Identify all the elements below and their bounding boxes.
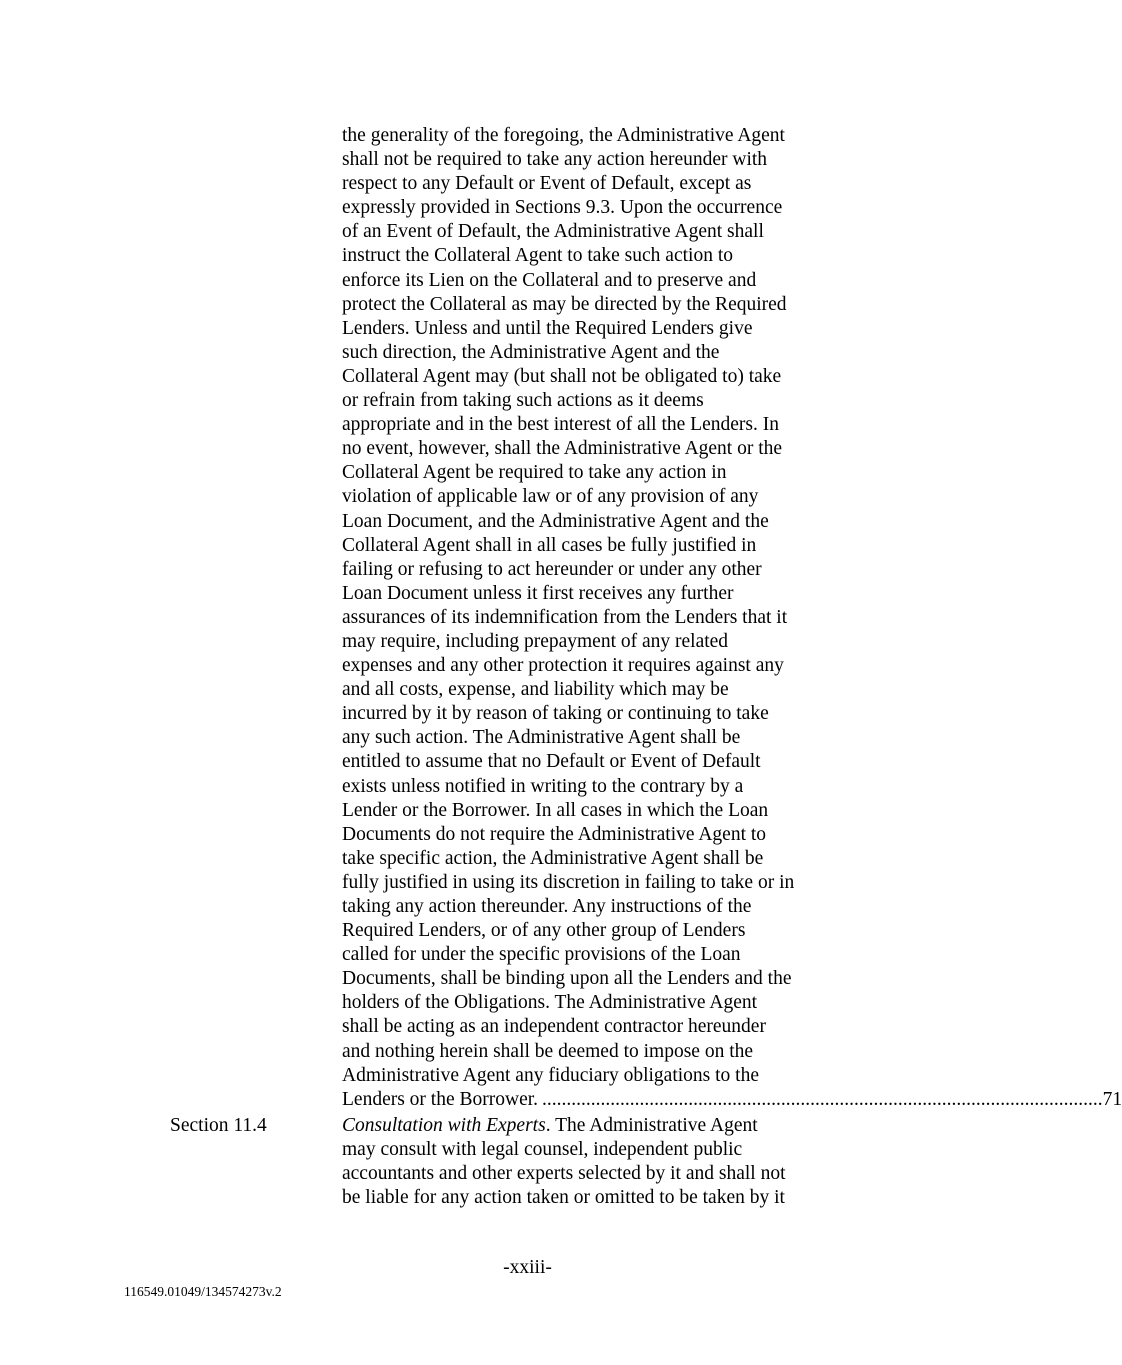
text-line: Documents do not require the Administrative Agent to [342, 823, 767, 845]
section-number-label: Section 11.4 [170, 1115, 267, 1136]
text-line: Collateral Agent may (but shall not be obligated to) take [342, 365, 782, 387]
text-line: protect the Collateral as may be directed by the Required [342, 293, 787, 315]
text-line: be liable for any action taken or omitted to be taken by it [342, 1187, 785, 1209]
text-line: Documents, shall be binding upon all the Lenders and the [342, 968, 792, 990]
text-line: and all costs, expense, and liability which may be [342, 679, 729, 701]
text-line: any such action. The Administrative Agent shall be [342, 727, 741, 749]
section-title-suffix: . The Administrative Agent [545, 1115, 758, 1136]
text-line: failing or refusing to act hereunder or under any other [342, 558, 762, 580]
text-line: instruct the Collateral Agent to take such action to [342, 245, 733, 267]
page-number: -xxiii- [503, 1257, 552, 1278]
text-line: called for under the specific provisions of the Loan [342, 944, 741, 966]
text-line: holders of the Obligations. The Administrative Agent [342, 992, 758, 1014]
text-line: such direction, the Administrative Agent and the [342, 341, 720, 363]
toc-page-reference[interactable]: 71 [1102, 1088, 1122, 1110]
text-line: Lender or the Borrower. In all cases in which the Loan [342, 799, 769, 821]
document-id: 116549.01049/134574273v.2 [124, 1284, 282, 1299]
toc-leader-line[interactable] [342, 1088, 1122, 1112]
text-line: appropriate and in the best interest of all the Lenders. In [342, 414, 779, 436]
text-line: shall not be required to take any action hereunder with [342, 149, 768, 171]
text-line: Required Lenders, or of any other group of Lenders [342, 920, 746, 942]
text-line: Loan Document unless it first receives any further [342, 582, 734, 604]
text-line: and nothing herein shall be deemed to impose on the [342, 1040, 754, 1062]
text-line: accountants and other experts selected by it and shall not [342, 1163, 786, 1185]
text-line: Lenders. Unless and until the Required Lenders give [342, 317, 753, 339]
text-line: incurred by it by reason of taking or continuing to take [342, 703, 769, 725]
text-line: violation of applicable law or of any provision of any [342, 486, 759, 508]
leader-line-text: Lenders or the Borrower. [342, 1088, 539, 1110]
text-line: entitled to assume that no Default or Event of Default [342, 751, 761, 773]
section-heading-line [342, 1114, 942, 1138]
text-line: assurances of its indemnification from the Lenders that it [342, 606, 788, 628]
text-line: enforce its Lien on the Collateral and to preserve and [342, 269, 757, 291]
entry-body-text [342, 1114, 942, 1210]
text-line: Administrative Agent any fiduciary obligations to the [342, 1064, 760, 1086]
text-line: may consult with legal counsel, independent public [342, 1139, 743, 1161]
text-line: Collateral Agent be required to take any action in [342, 462, 727, 484]
text-line: respect to any Default or Event of Default, except as [342, 173, 752, 195]
text-line: of an Event of Default, the Administrative Agent shall [342, 221, 764, 243]
text-line: Collateral Agent shall in all cases be fully justified in [342, 534, 757, 556]
text-line: expenses and any other protection it requires against any [342, 655, 784, 677]
text-line: may require, including prepayment of any related [342, 630, 729, 652]
entry-body-text [342, 124, 1122, 1112]
text-line: or refrain from taking such actions as it deems [342, 390, 704, 412]
leader-dots: ................................................................................................................... [542, 1088, 1103, 1110]
text-line: expressly provided in Sections 9.3. Upon the occurrence [342, 197, 783, 219]
text-line: Loan Document, and the Administrative Agent and the [342, 510, 769, 532]
text-line: the generality of the foregoing, the Administrative Agent [342, 125, 785, 146]
text-line: taking any action thereunder. Any instructions of the [342, 896, 752, 917]
text-line: exists unless notified in writing to the contrary by a [342, 775, 744, 797]
text-line: take specific action, the Administrative Agent shall be [342, 847, 764, 869]
section-title[interactable]: Consultation with Experts [342, 1115, 546, 1136]
text-line: no event, however, shall the Administrative Agent or the [342, 438, 783, 460]
text-line: shall be acting as an independent contractor hereunder [342, 1016, 766, 1038]
text-line: fully justified in using its discretion in failing to take or in [342, 871, 795, 893]
